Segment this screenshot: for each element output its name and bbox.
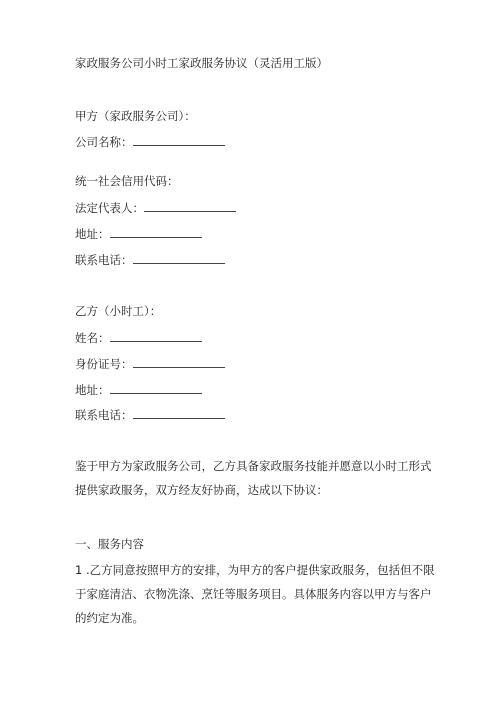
party-b-heading: 乙方（小时工）： [75, 304, 162, 318]
party-b-address-blank [110, 381, 202, 394]
party-a-heading: 甲方（家政服务公司）： [75, 109, 196, 123]
company-name-label: 公司名称： [75, 135, 133, 149]
party-a-phone-blank [133, 251, 225, 264]
party-b-id-row [75, 355, 225, 372]
party-a-address-row [75, 225, 202, 242]
party-b-id-blank [133, 355, 225, 368]
company-name-blank [133, 133, 225, 146]
party-b-address-label: 地址： [75, 383, 110, 397]
credit-code-label: 统一社会信用代码： [75, 174, 179, 188]
clause-line: 的约定为准。 [75, 611, 144, 625]
party-b-name-row [75, 329, 202, 346]
party-a-phone-row [75, 251, 225, 268]
party-b-phone-label: 联系电话： [75, 408, 133, 422]
party-b-phone-row [75, 406, 225, 423]
clause-line: 于家庭清洁、衣物洗涤、烹饪等服务项目。具体服务内容以甲方与客户 [75, 587, 432, 601]
legal-rep-blank [144, 199, 236, 212]
party-a-phone-label: 联系电话： [75, 253, 133, 267]
preamble-paragraph [75, 454, 430, 502]
section-1-heading: 一、服务内容 [75, 537, 144, 551]
party-a-address-blank [110, 225, 202, 238]
preamble-line: 提供家政服务，双方经友好协商，达成以下协议： [75, 483, 328, 497]
document-title: 家政服务公司小时工家政服务协议（灵活用工版） [75, 56, 328, 70]
company-name-row [75, 133, 225, 150]
party-b-name-blank [110, 329, 202, 342]
party-b-address-row [75, 381, 202, 398]
legal-rep-label: 法定代表人： [75, 201, 144, 215]
clause-line: 1 .乙方同意按照甲方的安排，为甲方的客户提供家政服务，包括但不限 [75, 563, 435, 577]
preamble-line: 鉴于甲方为家政服务公司，乙方具备家政服务技能并愿意以小时工形式 [75, 459, 432, 473]
party-b-id-label: 身份证号： [75, 357, 133, 371]
legal-rep-row [75, 199, 236, 216]
clause-1-paragraph [75, 558, 435, 630]
party-a-address-label: 地址： [75, 227, 110, 241]
party-b-name-label: 姓名： [75, 331, 110, 345]
party-b-phone-blank [133, 406, 225, 419]
